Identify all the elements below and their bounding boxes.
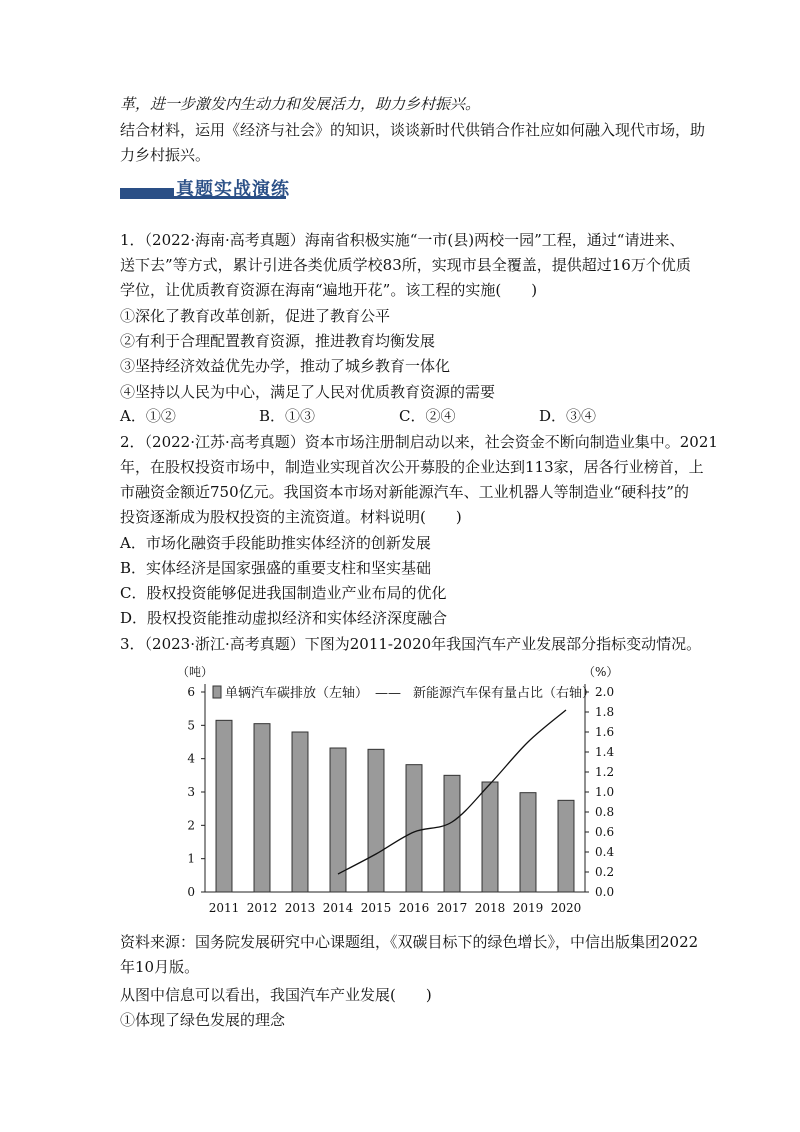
x-tick-label: 2018 xyxy=(474,901,506,915)
q1-line-2: 送下去”等方式，累计引进各类优质学校83所，实现市县全覆盖，提供超过16万个优质 xyxy=(120,256,691,274)
q1-option-d[interactable]: D．③④ xyxy=(539,407,597,425)
legend-bar-label: 单辆汽车碳排放（左轴） xyxy=(225,686,369,701)
x-tick-label: 2013 xyxy=(284,901,316,915)
left-tick-label: 2 xyxy=(187,818,195,833)
right-tick-label: 0.8 xyxy=(595,805,615,819)
x-tick-label: 2017 xyxy=(436,901,468,915)
q2-line-4: 投资逐渐成为股权投资的主流资道。材料说明( ) xyxy=(120,508,462,526)
q1-option-a[interactable]: A．①② xyxy=(120,407,176,425)
bar-2013 xyxy=(292,732,308,892)
q2-option-c[interactable]: C．股权投资能够促进我国制造业产业布局的优化 xyxy=(120,584,447,602)
q2-line-3: 市融资金额近750亿元。我国资本市场对新能源汽车、工业机器人等制造业“硬科技”的 xyxy=(120,483,689,501)
q1-line-3: 学位，让优质教育资源在海南“遍地开花”。该工程的实施( ) xyxy=(120,281,538,299)
q2-line-1: 2．（2022·江苏·高考真题）资本市场注册制启动以来，社会资金不断向制造业集中。2021 xyxy=(120,433,718,451)
q3-source-line-2: 年10月版。 xyxy=(120,958,200,976)
q1-item-2: ②有利于合理配置教育资源，推进教育均衡发展 xyxy=(120,332,436,350)
q3-source-line-1: 资料来源：国务院发展研究中心课题组，《双碳目标下的绿色增长》，中信出版集团2022 xyxy=(120,933,699,951)
q3-prompt: 从图中信息可以看出，我国汽车产业发展( ) xyxy=(120,986,432,1004)
q2-option-a[interactable]: A．市场化融资手段能助推实体经济的创新发展 xyxy=(120,534,431,552)
right-tick-label: 1.0 xyxy=(595,785,615,799)
left-tick-label: 6 xyxy=(187,685,195,699)
x-tick-label: 2011 xyxy=(208,901,240,915)
x-tick-label: 2016 xyxy=(398,901,430,915)
x-tick-label: 2020 xyxy=(550,901,582,915)
left-tick-label: 0 xyxy=(187,885,195,899)
q2-line-2: 年，在股权投资市场中，制造业实现首次公开募股的企业达到113家，居各行业榜首，上 xyxy=(120,458,704,476)
x-tick-label: 2015 xyxy=(360,901,392,915)
x-tick-label: 2014 xyxy=(322,901,354,915)
right-tick-label: 1.2 xyxy=(595,765,615,779)
q3-line-1: 3．（2023·浙江·高考真题）下图为2011-2020年我国汽车产业发展部分指标变动情况。 xyxy=(120,635,702,653)
left-tick-label: 3 xyxy=(187,785,195,799)
right-tick-label: 0.2 xyxy=(595,865,615,879)
left-axis-unit: （吨） xyxy=(177,665,214,679)
q1-option-c[interactable]: C．②④ xyxy=(399,407,456,425)
q2-option-b[interactable]: B．实体经济是国家强盛的重要支柱和坚实基础 xyxy=(120,559,432,577)
q1-option-b[interactable]: B．①③ xyxy=(259,407,316,425)
x-tick-label: 2012 xyxy=(246,901,278,915)
bar-2020 xyxy=(558,800,574,892)
q2-option-d[interactable]: D．股权投资能推动虚拟经济和实体经济深度融合 xyxy=(120,609,448,627)
right-tick-label: 2.0 xyxy=(595,685,615,699)
right-tick-label: 0.0 xyxy=(595,885,615,899)
q1-item-3: ③坚持经济效益优先办学，推动了城乡教育一体化 xyxy=(120,357,451,375)
section-header xyxy=(120,178,290,206)
right-tick-label: 0.4 xyxy=(595,845,615,859)
right-tick-label: 1.4 xyxy=(595,745,615,759)
bar-2016 xyxy=(406,765,422,892)
q1-line-1: 1．（2022·海南·高考真题）海南省积极实施“一市(县)两校一园”工程，通过“请进来、 xyxy=(120,231,685,249)
section-title: 真题实战演练 xyxy=(176,179,290,200)
bar-2012 xyxy=(254,724,270,892)
right-axis-unit: （%） xyxy=(583,665,619,679)
intro-line-3: 力乡村振兴。 xyxy=(120,146,211,164)
q1-item-4: ④坚持以人民为中心，满足了人民对优质教育资源的需要 xyxy=(120,383,496,401)
left-tick-label: 4 xyxy=(187,751,195,766)
bar-2018 xyxy=(482,782,498,892)
x-tick-label: 2019 xyxy=(512,901,544,915)
left-tick-label: 1 xyxy=(187,851,195,866)
bar-2017 xyxy=(444,775,460,892)
left-tick-label: 5 xyxy=(187,718,195,733)
intro-line-2: 结合材料，运用《经济与社会》的知识，谈谈新时代供销合作社应如何融入现代市场，助 xyxy=(120,121,706,139)
bar-2011 xyxy=(216,720,232,892)
bar-2015 xyxy=(368,749,384,892)
intro-line-1: 革，进一步激发内生动力和发展活力，助力乡村振兴。 xyxy=(120,95,481,113)
right-tick-label: 1.8 xyxy=(595,705,615,719)
q3-item-1: ①体现了绿色发展的理念 xyxy=(120,1011,286,1029)
right-tick-label: 1.6 xyxy=(595,725,615,739)
right-tick-label: 0.6 xyxy=(595,825,615,839)
legend-bar-swatch xyxy=(213,686,221,698)
emissions-chart xyxy=(160,656,630,918)
q1-item-1: ①深化了教育改革创新，促进了教育公平 xyxy=(120,307,391,325)
legend-line-label: 新能源汽车保有量占比（右轴） xyxy=(413,686,596,701)
bar-2019 xyxy=(520,793,536,892)
legend-line-swatch: —— xyxy=(375,686,401,701)
